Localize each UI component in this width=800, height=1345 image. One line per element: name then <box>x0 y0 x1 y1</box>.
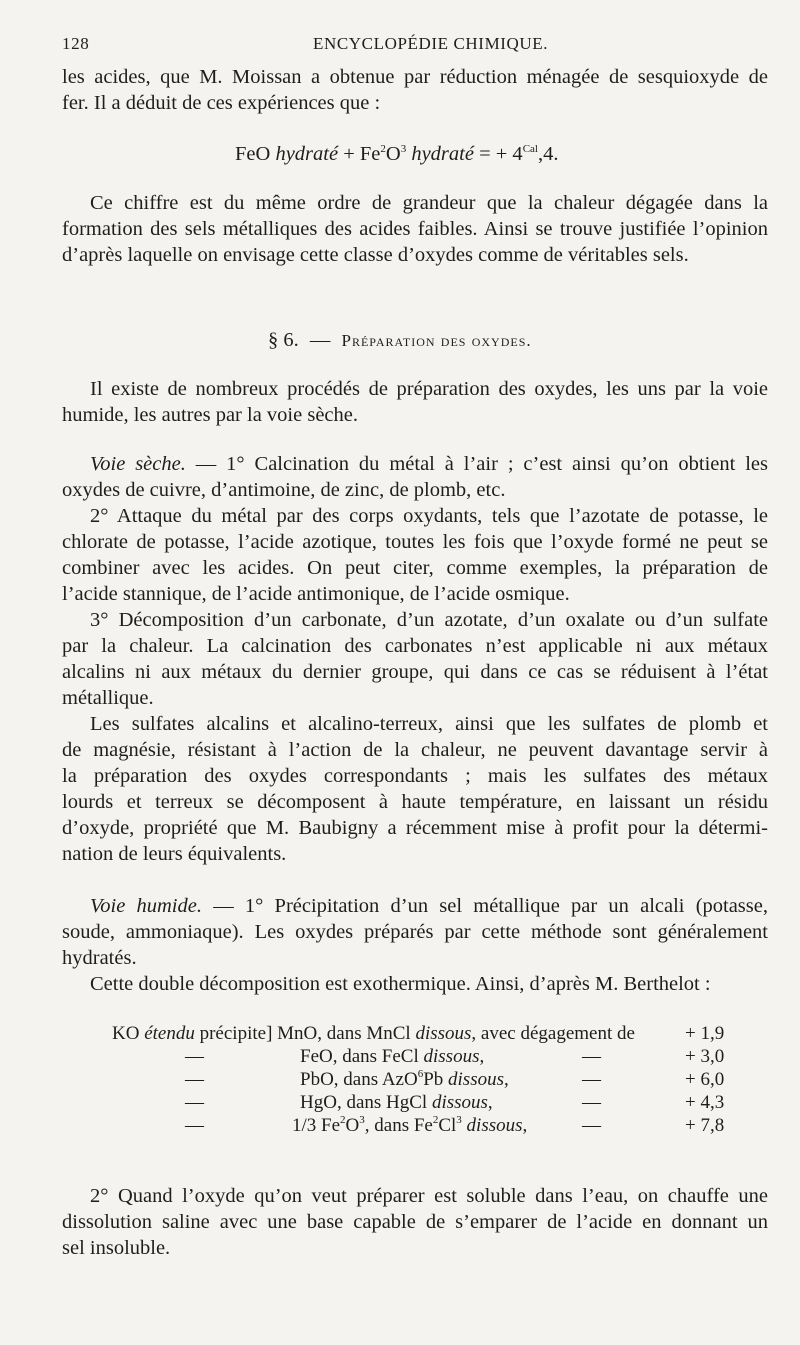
paragraph-line: Ce chiffre est du même ordre de grandeur que la chaleur dégagée dans la <box>90 192 768 214</box>
paragraph-line: sel insoluble. <box>62 1237 171 1259</box>
paragraph-line: oxydes de cuivre, d’antimoine, de zinc, de plomb, etc. <box>62 479 506 501</box>
section-heading: § 6. — Préparation des oxydes. <box>268 329 532 351</box>
section-title: Préparation des oxydes. <box>341 331 532 350</box>
paragraph-line: dissolution saline avec une base capable de s’emparer de l’acide en donnant un <box>62 1211 768 1233</box>
section-number: § 6. <box>268 329 299 351</box>
paragraph-line: d’oxyde, propriété que M. Baubigny a récemment mise à profit pour la détermi- <box>62 817 768 839</box>
paragraph-line: de magnésie, résistant à l’action de la chaleur, ne peuvent davantage servir à <box>62 739 768 761</box>
table-dash: — <box>582 1069 601 1090</box>
table-dash: — <box>582 1115 601 1136</box>
paragraph-line: nation de leurs équivalents. <box>62 843 287 865</box>
paragraph-line: 2° Quand l’oxyde qu’on veut préparer est soluble dans l’eau, on chauffe une <box>90 1185 768 1207</box>
table-dash: — <box>185 1115 204 1136</box>
paragraph-line: 3° Décomposition d’un carbonate, d’un azotate, d’un oxalate ou d’un sulfate <box>90 609 768 631</box>
paragraph-line: Cette double décomposition est exothermique. Ainsi, d’après M. Berthelot : <box>90 973 711 995</box>
table-row: PbO, dans AzO$^6$Pb dissous, <box>300 1068 509 1090</box>
table-dash: — <box>582 1092 601 1113</box>
paragraph-line: fer. Il a déduit de ces expériences que : <box>62 92 381 114</box>
paragraph-line: 2° Attaque du métal par des corps oxydants, tels que l’azotate de potasse, le <box>90 505 768 527</box>
paragraph-line: Les sulfates alcalins et alcalino-terreux, ainsi que les sulfates de plomb et <box>90 713 768 735</box>
table-dash: — <box>185 1046 204 1067</box>
paragraph-line: lourds et terreux se décomposent à haute température, en laissant un résidu <box>62 791 768 813</box>
table-value: + 3,0 <box>685 1046 725 1067</box>
paragraph-line: métallique. <box>62 687 154 709</box>
paragraph-line: hydratés. <box>62 947 137 969</box>
equation: FeO hydraté + $Fe^2O^3$ hydraté = + $4^{Cal},4$. <box>235 143 559 165</box>
voie-seche-label: Voie sèche. <box>90 453 186 475</box>
paragraph-line: chlorate de potasse, l’acide azotique, toutes les fois que l’oxyde formé ne peut se <box>62 531 768 553</box>
table-dash: — <box>185 1092 204 1113</box>
paragraph-line: formation des sels métalliques des acides faibles. Ainsi se trouve justifiée l’opinion <box>62 218 768 240</box>
table-dash: — <box>582 1046 601 1067</box>
paragraph-line: Voie humide. — 1° Précipitation d’un sel métallique par un alcali (potasse, <box>90 895 768 917</box>
paragraph-line: humide, les autres par la voie sèche. <box>62 404 358 426</box>
table-value: + 7,8 <box>685 1115 725 1136</box>
table-value: + 1,9 <box>685 1023 725 1044</box>
table-row: 1/3 $Fe^2O^3$, dans Fe$^2$Cl$^3$ dissous, <box>292 1114 528 1136</box>
paragraph-line: Il existe de nombreux procédés de préparation des oxydes, les uns par la voie <box>90 378 768 400</box>
table-dash: — <box>185 1069 204 1090</box>
table-row: KO étendu précipite] MnO, dans MnCl dissous, avec dégagement de <box>112 1023 635 1044</box>
page-number: 128 <box>62 34 90 53</box>
paragraph-line: les acides, que M. Moissan a obtenue par réduction ménagée de sesquioxyde de <box>62 66 768 88</box>
paragraph-line: par la chaleur. La calcination des carbonates n’est applicable ni aux métaux <box>62 635 768 657</box>
paragraph-line: Voie sèche. — 1° Calcination du métal à l’air ; c’est ainsi qu’on obtient les <box>90 453 768 475</box>
paragraph-line: l’acide stannique, de l’acide antimonique, de l’acide osmique. <box>62 583 570 605</box>
voie-humide-label: Voie humide. <box>90 895 202 917</box>
paragraph-line: combiner avec les acides. On peut citer, comme exemples, la préparation de <box>62 557 768 579</box>
table-value: + 6,0 <box>685 1069 725 1090</box>
table-row: FeO, dans FeCl dissous, <box>300 1046 485 1067</box>
paragraph-line: alcalins ni aux métaux du dernier groupe, qui dans ce cas se réduisent à l’état <box>62 661 768 683</box>
paragraph-line: la préparation des oxydes correspondants ; mais les sulfates des métaux <box>62 765 768 787</box>
table-value: + 4,3 <box>685 1092 725 1113</box>
table-row: HgO, dans HgCl dissous, <box>300 1092 493 1113</box>
paragraph-line: d’après laquelle on envisage cette classe d’oxydes comme de véritables sels. <box>62 244 689 266</box>
paragraph-line: soude, ammoniaque). Les oxydes préparés par cette méthode sont généralement <box>62 921 768 943</box>
running-title: ENCYCLOPÉDIE CHIMIQUE. <box>313 34 549 53</box>
